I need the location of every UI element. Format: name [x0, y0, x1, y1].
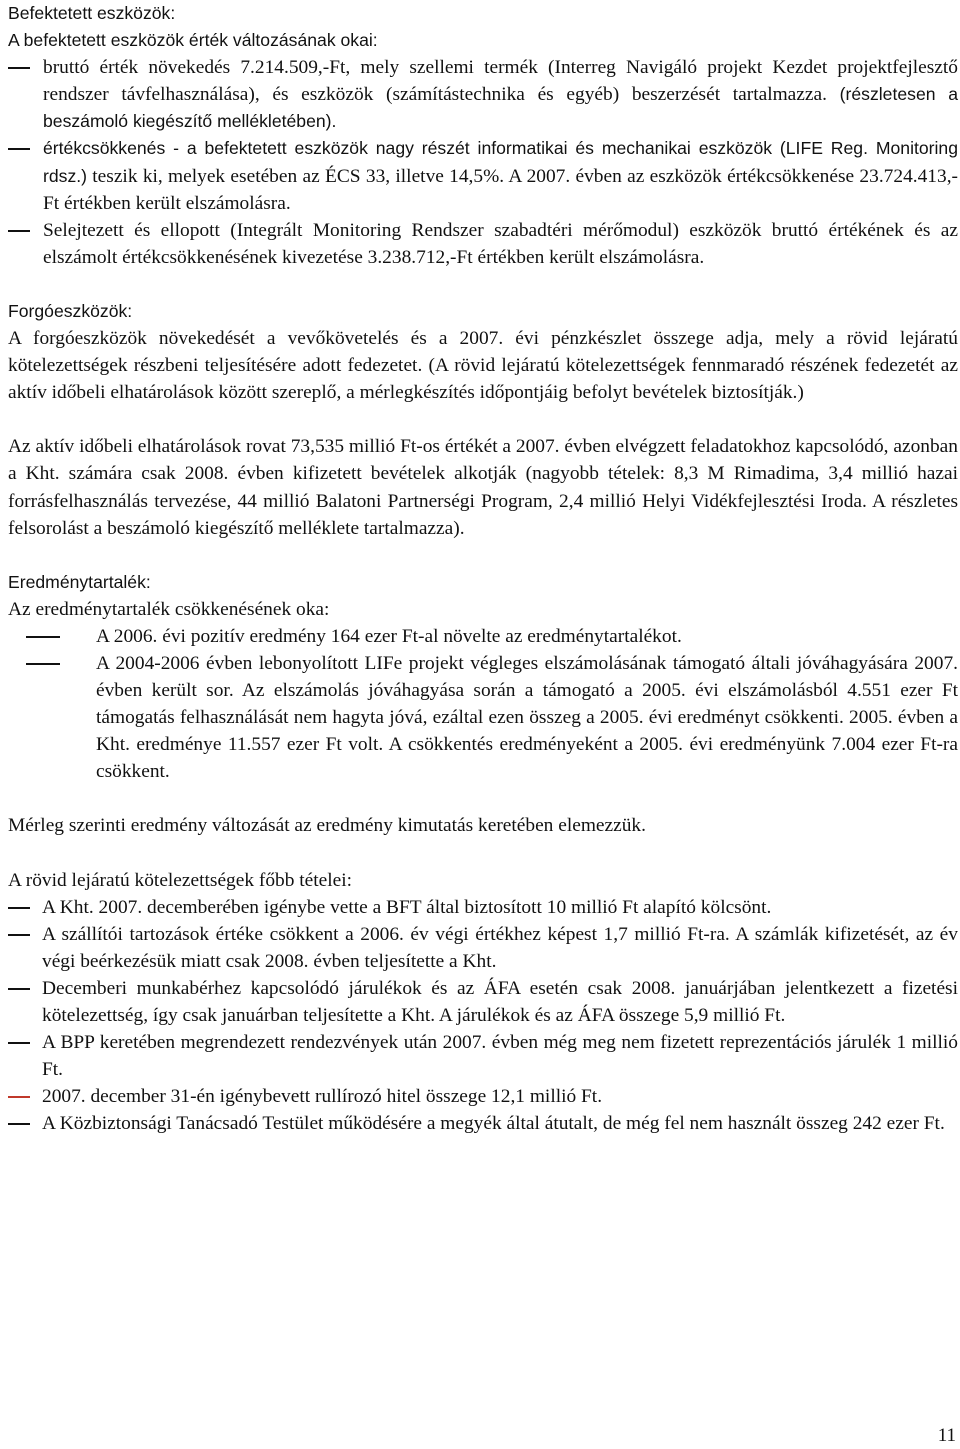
profit-reserve-heading: Eredménytartalék:	[8, 571, 151, 592]
profit-reserve-subheading: Az eredménytartalék csökkenésének oka:	[8, 598, 330, 620]
dash-bullet	[26, 663, 60, 665]
liabilities-heading: A rövid lejáratú kötelezettségek főbb tételei:	[8, 869, 353, 891]
dash-bullet	[8, 1123, 30, 1125]
list-item	[8, 135, 958, 216]
current-assets-heading: Forgóeszközök:	[8, 300, 133, 321]
list-item	[8, 894, 958, 921]
dash-bullet-red	[8, 1096, 30, 1098]
item-text: A Közbiztonsági Tanácsadó Testület működésére a megyék által átutalt, de még fel nem használt összeg 242 ezer Ft.	[42, 1113, 945, 1135]
item-text: 2007. december 31-én igénybevett rullírozó hitel összege 12,1 millió Ft.	[42, 1086, 603, 1108]
item-text-sans: értékcsökkenés - a befektetett eszközök nagy részét informatikai és mechanikai eszközök (LIFE Reg. Monitoring rdsz.)	[43, 138, 958, 186]
dash-bullet	[8, 1042, 30, 1044]
list-item	[8, 975, 958, 1029]
current-assets-paragraph: A forgóeszközök növekedését a vevőkövetelés és a 2007. évi pénzkészlet összege adja, mely a rövid lejáratú kötelezettségek részbeni teljesítésére adott fedezetet. (A rövid lejáratú kötelezettségek fennmaradó részének fedezetét az aktív időbeli elhatárolások között szereplő, a mérlegkészítés időpontjáig befolyt bevételek biztosítják.)	[8, 328, 958, 404]
page-number: 11	[937, 1425, 956, 1446]
item-text: Decemberi munkabérhez kapcsolódó járulékok és az ÁFA esetén csak 2008. januárjában jelentkezett a fizetési kötelezettség, így csak januárban teljesítette a Kht. A járulékok és az ÁFA összege 5,9 millió Ft.	[42, 977, 958, 1026]
item-text: A szállítói tartozások értéke csökkent a 2006. év végi értékhez képest 1,7 millió Ft-ra. A számlák kifizetését, az év végi beérkezésük miatt csak 2008. évben teljesítette a Kht.	[42, 923, 958, 972]
item-text: bruttó érték növekedés 7.214.509,-Ft, mely szellemi termék (Interreg Navigáló projekt Kezdet projektfejlesztő rendszer távfelhasználása), és eszközök (számítástechnika és egyéb) beszerzését tartalmazza.	[43, 57, 958, 106]
fixed-assets-subheading: A befektetett eszközök érték változásának okai:	[8, 30, 378, 51]
item-text: A BPP keretében megrendezett rendezvények után 2007. évben még meg nem fizetett reprezentációs járulék 1 millió Ft.	[42, 1032, 958, 1081]
list-item	[8, 623, 958, 650]
dash-bullet	[26, 636, 60, 638]
list-item	[8, 54, 958, 135]
document-page	[8, 0, 958, 1137]
item-text: teszik ki, melyek esetében az ÉCS 33, illetve 14,5%. A 2007. évben az eszközök értékcsökkenése 23.724.413,-Ft értékben került elszámolásra.	[43, 165, 958, 214]
list-item	[8, 217, 958, 271]
item-text-sans: (részletesen a beszámoló kiegészítő mellékletében).	[43, 84, 959, 132]
dash-bullet	[8, 67, 30, 69]
list-item	[8, 650, 958, 785]
item-text: A 2004-2006 évben lebonyolított LIFe projekt végleges elszámolásának támogató általi jóváhagyására 2007. évben került sor. Az elszámolás jóváhagyása során a támogató a 2005. évi elszámolásból 4.551 ezer Ft támogatás felhasználását nem hagyta jóvá, ezáltal ezen összeg a 2005. évi eredményt csökkenti. 2005. évben a Kht. eredménye 11.557 ezer Ft volt. A csökkentés eredményeként a 2005. évi eredményünk 7.004 ezer Ft-ra csökkent.	[96, 652, 958, 783]
item-text: A Kht. 2007. decemberében igénybe vette a BFT által biztosított 10 millió Ft alapító kölcsönt.	[42, 896, 772, 918]
dash-bullet	[8, 988, 30, 990]
list-item	[8, 921, 958, 975]
item-text: Selejtezett és ellopott (Integrált Monitoring Rendszer szabadtéri mérőmodul) eszközök bruttó értékének és az elszámolt értékcsökkenésének kivezetése 3.238.712,-Ft értékben került elszámolásra.	[43, 219, 958, 268]
item-text: A 2006. évi pozitív eredmény 164 ezer Ft-al növelte az eredménytartalékot.	[96, 625, 682, 647]
list-item	[8, 1029, 958, 1083]
accruals-paragraph: Az aktív időbeli elhatárolások rovat 73,535 millió Ft-os értékét a 2007. évben elvégzett feladatokhoz kapcsolódó, azonban a Kht. számára csak 2008. évben kifizetett bevételek alkotják (nagyobb tételek: 8,3 M Rimadima, 3,4 millió hazai forrásfelhasználás tervezése, 44 millió Balatoni Partnerségi Program, 2,4 millió Helyi Vidékfejlesztési Iroda. A részletes felsorolást a beszámoló kiegészítő melléklete tartalmazza).	[8, 436, 958, 539]
balance-result-paragraph: Mérleg szerinti eredmény változását az eredmény kimutatás keretében elemezzük.	[8, 815, 646, 837]
dash-bullet	[8, 934, 30, 936]
dash-bullet	[8, 230, 30, 232]
list-item	[8, 1083, 958, 1110]
dash-bullet	[8, 148, 30, 150]
fixed-assets-heading: Befektetett eszközök:	[8, 3, 176, 23]
dash-bullet	[8, 907, 30, 909]
list-item	[8, 1110, 958, 1137]
